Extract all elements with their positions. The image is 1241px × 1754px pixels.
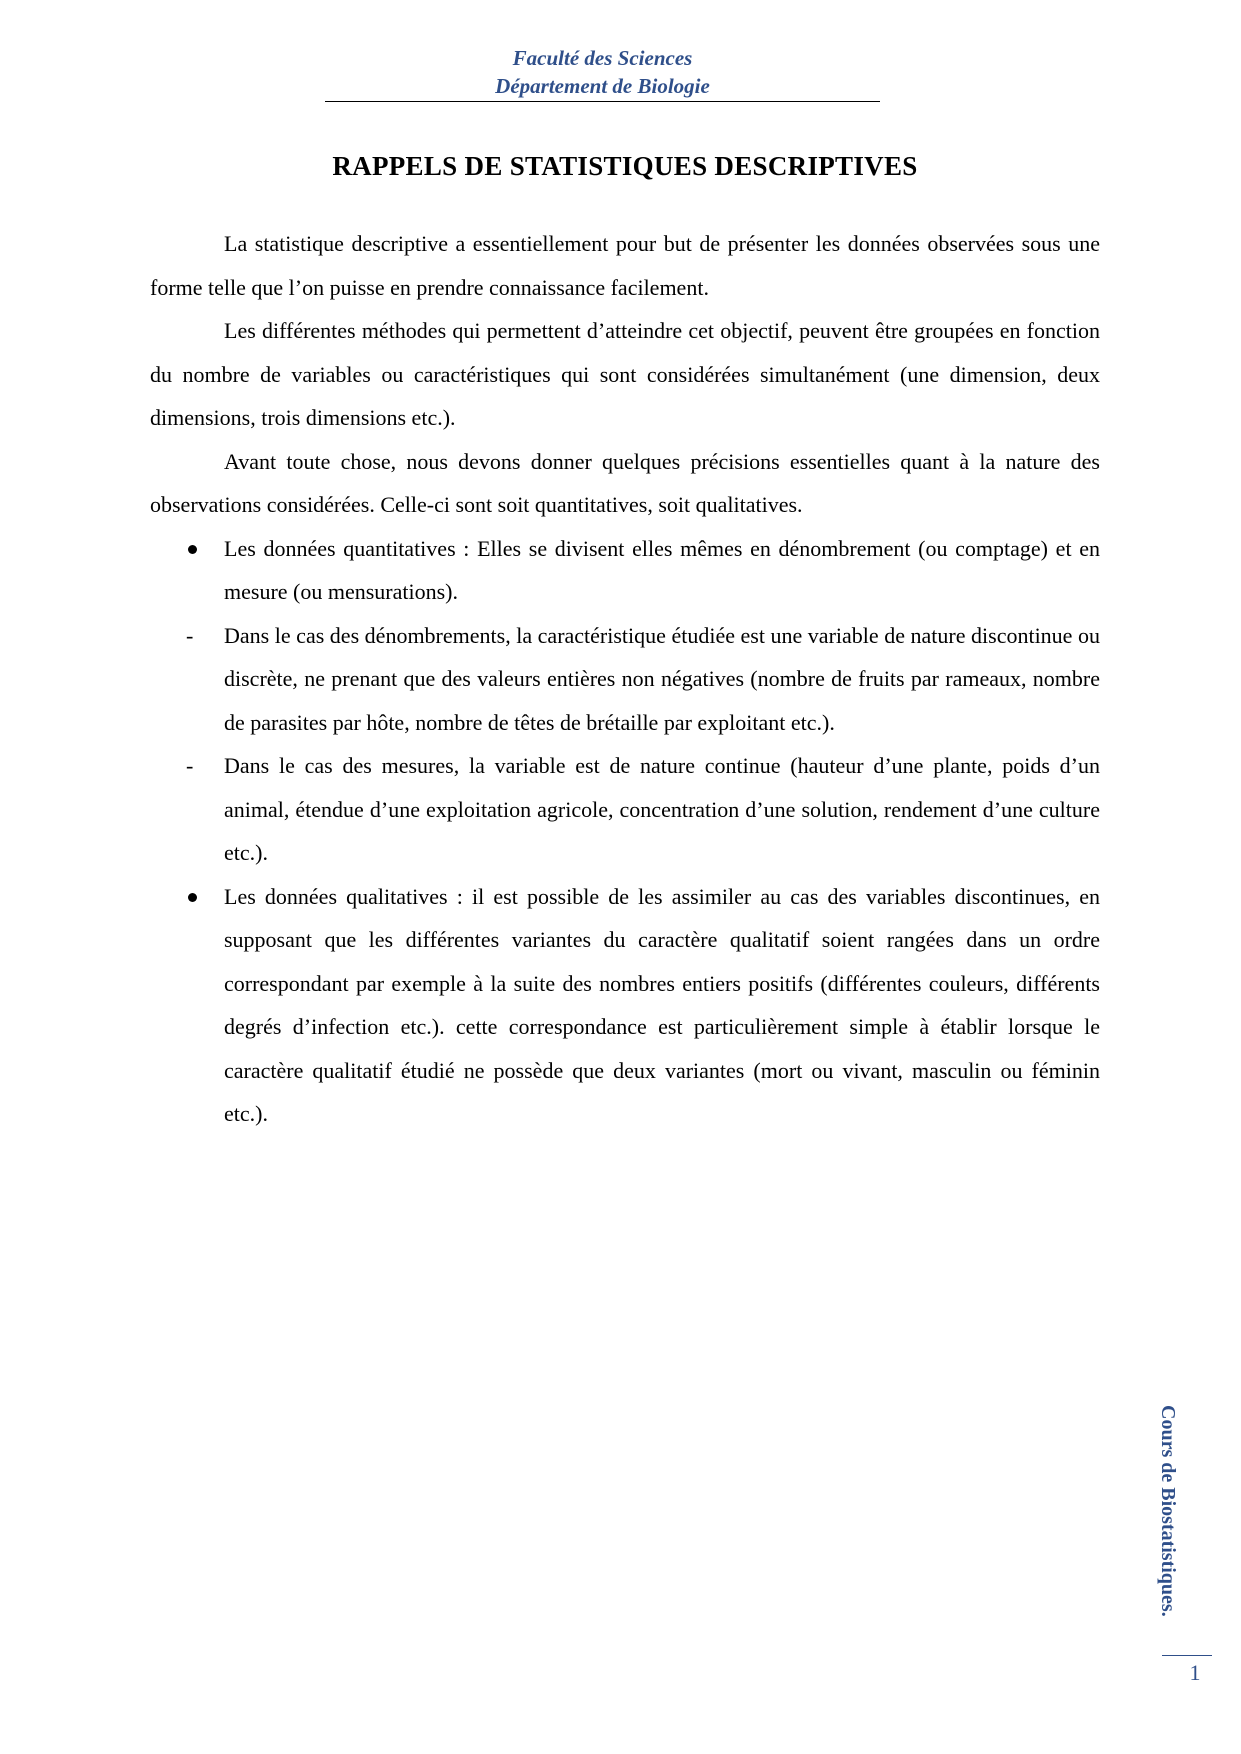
bullet-icon (188, 893, 197, 902)
header-faculty: Faculté des Sciences (512, 46, 693, 70)
list-item-text: Les données qualitatives : il est possible de les assimiler au cas des variables discontinues, en supposant que les différentes variantes du caractère qualitatif soient rangées dans un ordre correspondant par exemple à la suite des nombres entiers positifs (différentes couleurs, différents degrés d’infection etc.). cette correspondance est particulièrement simple à établir lorsque le caractère qualitatif étudié ne possède que deux variantes (mort ou vivant, masculin ou féminin etc.). (224, 883, 1100, 1126)
course-side-label: Cours de Biostatistiques. (1157, 1405, 1179, 1617)
document-body (150, 222, 1100, 1136)
header-divider (325, 101, 880, 102)
header-department: Département de Biologie (495, 74, 710, 98)
list-item-text: Dans le cas des dénombrements, la caractéristique étudiée est une variable de nature discontinue ou discrète, ne prenant que des valeurs entières non négatives (nombre de fruits par rameaux, nombre de parasites par hôte, nombre de têtes de brétaille par exploitant etc.). (224, 622, 1100, 735)
page-title: RAPPELS DE STATISTIQUES DESCRIPTIVES (332, 151, 918, 181)
list-item-marker: - (186, 753, 194, 778)
page-number-divider (1162, 1655, 1212, 1656)
paragraph-intro: La statistique descriptive a essentiellement pour but de présenter les données observées sous une forme telle que l’on puisse en prendre connaissance facilement. (150, 231, 1100, 300)
bullet-icon (188, 545, 197, 554)
list-item (150, 744, 1100, 875)
list-item (150, 527, 1100, 614)
page-number: 1 (1189, 1660, 1201, 1685)
list-item-marker: - (186, 622, 194, 648)
list-item-text: Dans le cas des mesures, la variable est de nature continue (hauteur d’une plante, poids d’un animal, étendue d’une exploitation agricole, concentration d’une solution, rendement d’une culture etc.). (224, 753, 1100, 865)
list-item (150, 875, 1100, 1136)
list-item-text: Les données quantitatives : Elles se divisent elles mêmes en dénombrement (ou comptage) et en mesure (ou mensurations). (224, 535, 1100, 604)
paragraph-methods: Les différentes méthodes qui permettent d’atteindre cet objectif, peuvent être groupées en fonction du nombre de variables ou caractéristiques qui sont considérées simultanément (une dimension, deux dimensions, trois dimensions etc.). (150, 318, 1100, 430)
page-header (325, 44, 880, 100)
paragraph-observations: Avant toute chose, nous devons donner quelques précisions essentielles quant à la nature des observations considérées. Celle-ci sont soit quantitatives, soit qualitatives. (150, 448, 1100, 517)
list-item (150, 614, 1100, 745)
